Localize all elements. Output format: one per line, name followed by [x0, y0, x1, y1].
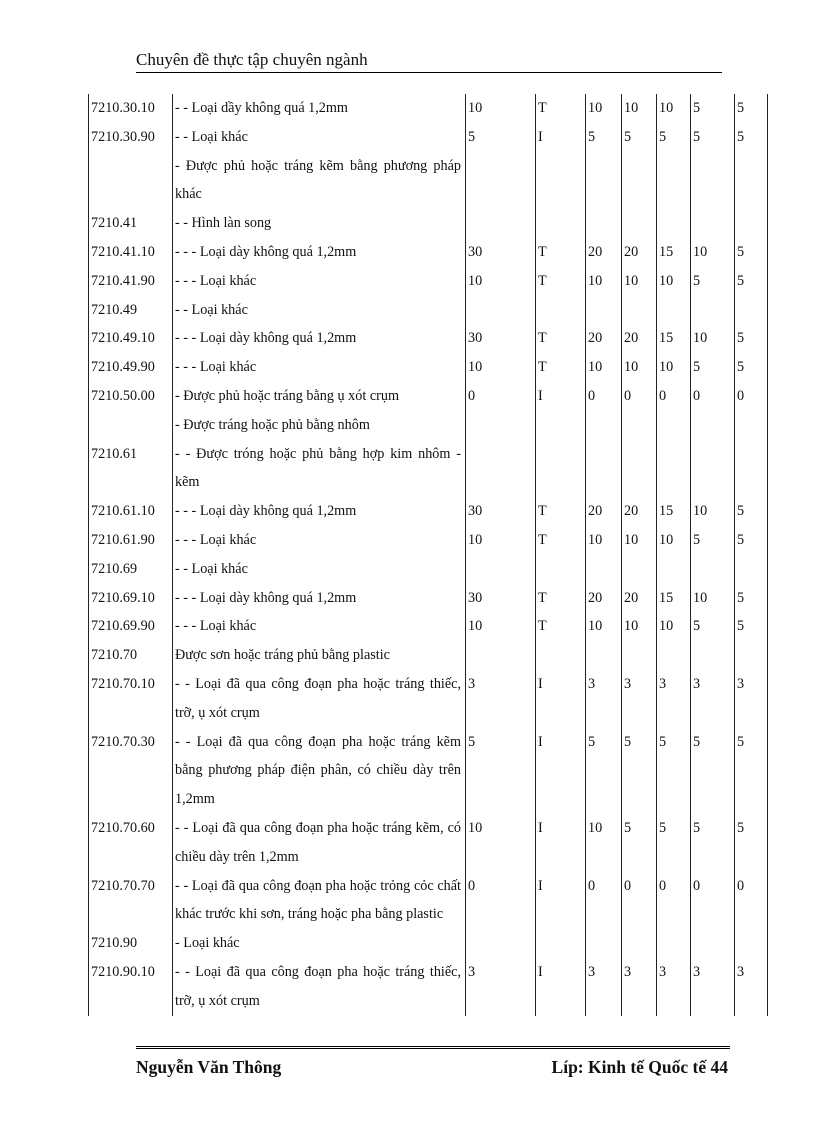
cell-rate-5: 0	[659, 387, 667, 404]
cell-description: - - Loại đã qua công đoạn pha hoặc tráng kẽm bằng phương pháp điện phân, có chiều dày trên 1,2mm	[175, 733, 461, 808]
cell-description: - - Hình làn song	[175, 215, 272, 232]
cell-code: 7210.69	[91, 560, 138, 577]
footer-author: Nguyễn Văn Thông	[136, 1057, 282, 1077]
cell-description: - - - Loại khác	[175, 618, 257, 635]
cell-rate-1	[465, 555, 535, 584]
cell-description: - - Loại đã qua công đoạn pha hoặc tráng thiếc, trỡ, ụ xót crụm	[175, 963, 461, 1009]
cell-rate-6: 5	[693, 733, 701, 750]
cell-rate-5: 10	[659, 618, 674, 635]
cell-rate-2: T	[538, 243, 547, 260]
cell-rate-3: 10	[588, 272, 603, 289]
cell-code	[88, 411, 172, 440]
cell-description: - - - Loại dày không quá 1,2mm	[175, 330, 357, 347]
cell-rate-2	[535, 641, 585, 670]
cell-rate-6: 0	[693, 877, 701, 894]
table-row	[88, 929, 768, 958]
cell-rate-7: 5	[737, 819, 745, 836]
cell-rate-3	[585, 929, 621, 958]
cell-rate-1: 3	[468, 963, 476, 980]
cell-code: 7210.69.90	[91, 618, 155, 635]
table-row	[88, 814, 768, 872]
cell-rate-4: 5	[624, 128, 632, 145]
cell-rate-6: 5	[693, 128, 701, 145]
cell-rate-5	[656, 296, 690, 325]
table-row	[88, 670, 768, 728]
cell-rate-3: 3	[588, 675, 596, 692]
cell-rate-2	[535, 929, 585, 958]
table-row	[88, 440, 768, 498]
cell-code: 7210.61.10	[91, 503, 155, 520]
cell-rate-1	[465, 152, 535, 210]
cell-rate-7	[734, 555, 768, 584]
cell-rate-4: 20	[624, 243, 639, 260]
cell-rate-4: 10	[624, 618, 639, 635]
cell-rate-1: 10	[468, 100, 483, 116]
cell-rate-5	[656, 209, 690, 238]
cell-rate-5: 10	[659, 272, 674, 289]
cell-rate-1: 10	[468, 618, 483, 635]
table-row	[88, 152, 768, 210]
cell-code: 7210.70	[91, 647, 138, 664]
cell-rate-5: 3	[659, 675, 667, 692]
cell-rate-3: 20	[588, 589, 603, 606]
cell-rate-6: 3	[693, 675, 701, 692]
cell-rate-2	[535, 152, 585, 210]
cell-rate-7: 5	[737, 359, 745, 376]
footer-class-label: Líp: Kinh tế Quốc tế 44	[551, 1057, 728, 1077]
cell-rate-7: 5	[737, 531, 745, 548]
cell-rate-7: 5	[737, 128, 745, 145]
cell-code: 7210.49	[91, 301, 138, 318]
cell-rate-5	[656, 641, 690, 670]
cell-rate-5	[656, 555, 690, 584]
cell-rate-1: 30	[468, 503, 483, 520]
cell-rate-5: 0	[659, 877, 667, 894]
cell-code: 7210.30.90	[91, 128, 155, 145]
tariff-table	[88, 94, 768, 1016]
tariff-table-body	[88, 94, 768, 1016]
table-row	[88, 958, 768, 1016]
cell-rate-6	[690, 152, 734, 210]
cell-rate-6	[690, 296, 734, 325]
cell-rate-2: T	[538, 330, 547, 347]
cell-rate-4: 10	[624, 272, 639, 289]
cell-rate-3	[585, 555, 621, 584]
table-row	[88, 94, 768, 123]
table-row	[88, 497, 768, 526]
table-row	[88, 324, 768, 353]
cell-rate-2: T	[538, 503, 547, 520]
tariff-table-wrap	[88, 94, 768, 1016]
cell-rate-2	[535, 209, 585, 238]
cell-rate-5	[656, 929, 690, 958]
cell-rate-3: 0	[588, 387, 596, 404]
cell-rate-4: 3	[624, 675, 632, 692]
cell-description: - - Loại đã qua công đoạn pha hoặc tráng thiếc, trỡ, ụ xót crụm	[175, 675, 461, 721]
cell-rate-5: 10	[659, 359, 674, 376]
cell-rate-7	[734, 209, 768, 238]
cell-rate-7: 5	[737, 272, 745, 289]
cell-rate-3: 10	[588, 819, 603, 836]
cell-code: 7210.30.10	[91, 100, 155, 116]
cell-description: - Loại khác	[175, 935, 240, 952]
cell-rate-1: 3	[468, 675, 476, 692]
cell-rate-3: 5	[588, 733, 596, 750]
cell-rate-2: I	[538, 733, 543, 750]
cell-rate-3: 10	[588, 359, 603, 376]
cell-rate-1: 10	[468, 819, 483, 836]
cell-rate-6	[690, 209, 734, 238]
cell-rate-7	[734, 929, 768, 958]
cell-code: 7210.70.60	[91, 819, 155, 836]
cell-rate-4: 0	[624, 387, 632, 404]
cell-rate-7	[734, 641, 768, 670]
cell-rate-3	[585, 152, 621, 210]
cell-rate-1	[465, 641, 535, 670]
cell-rate-6: 5	[693, 531, 701, 548]
cell-rate-6: 3	[693, 963, 701, 980]
cell-rate-1	[465, 296, 535, 325]
cell-rate-5	[656, 411, 690, 440]
cell-rate-4	[621, 152, 656, 210]
cell-description: - - - Loại dày không quá 1,2mm	[175, 503, 357, 520]
cell-rate-5: 15	[659, 589, 674, 606]
cell-code: 7210.41.10	[91, 243, 155, 260]
cell-rate-1: 5	[468, 733, 476, 750]
cell-rate-2: I	[538, 819, 543, 836]
cell-rate-2: I	[538, 675, 543, 692]
cell-rate-1	[465, 411, 535, 440]
cell-rate-7: 5	[737, 243, 745, 260]
cell-rate-1: 30	[468, 243, 483, 260]
cell-rate-5: 15	[659, 330, 674, 347]
cell-rate-1: 10	[468, 272, 483, 289]
cell-rate-4	[621, 641, 656, 670]
cell-rate-5: 3	[659, 963, 667, 980]
cell-rate-6: 5	[693, 359, 701, 376]
cell-code: 7210.49.10	[91, 330, 155, 347]
cell-code: 7210.41.90	[91, 272, 155, 289]
table-row	[88, 209, 768, 238]
cell-rate-3: 20	[588, 330, 603, 347]
cell-rate-2: T	[538, 589, 547, 606]
cell-rate-4	[621, 440, 656, 498]
cell-rate-7: 5	[737, 503, 745, 520]
cell-rate-3: 10	[588, 531, 603, 548]
cell-rate-5: 10	[659, 100, 674, 116]
cell-rate-3: 20	[588, 243, 603, 260]
cell-rate-4: 0	[624, 877, 632, 894]
cell-rate-6: 10	[693, 330, 708, 347]
cell-rate-2: I	[538, 387, 543, 404]
table-row	[88, 728, 768, 814]
page-footer	[136, 1046, 730, 1085]
table-row	[88, 641, 768, 670]
cell-rate-6: 5	[693, 618, 701, 635]
cell-rate-2: T	[538, 531, 547, 548]
cell-rate-2: I	[538, 128, 543, 145]
cell-rate-5: 10	[659, 531, 674, 548]
cell-rate-1: 5	[468, 128, 476, 145]
cell-rate-3: 0	[588, 877, 596, 894]
cell-rate-3	[585, 411, 621, 440]
cell-rate-2: T	[538, 618, 547, 635]
cell-description: - Được phủ hoặc tráng bằng ụ xót crụm	[175, 387, 400, 404]
cell-rate-3: 5	[588, 128, 596, 145]
cell-description: - Được phủ hoặc tráng kẽm bằng phương pháp khác	[175, 157, 461, 203]
cell-rate-1	[465, 440, 535, 498]
cell-rate-1: 0	[468, 387, 476, 404]
cell-rate-4	[621, 296, 656, 325]
page-header-title: Chuyên đề thực tập chuyên ngành	[136, 50, 368, 69]
table-row	[88, 612, 768, 641]
cell-rate-6: 10	[693, 243, 708, 260]
cell-rate-7	[734, 440, 768, 498]
cell-rate-2: T	[538, 272, 547, 289]
cell-rate-1	[465, 929, 535, 958]
cell-rate-2: T	[538, 359, 547, 376]
cell-rate-4: 20	[624, 503, 639, 520]
cell-rate-3	[585, 296, 621, 325]
cell-description: - - Loại đã qua công đoạn pha hoặc trỏng cỏc chất khác trước khi sơn, tráng hoặc pha bằng plastic	[175, 877, 461, 923]
cell-description: - - Loại dầy không quá 1,2mm	[175, 100, 348, 116]
cell-rate-3	[585, 440, 621, 498]
cell-rate-6	[690, 440, 734, 498]
cell-rate-5: 5	[659, 819, 667, 836]
cell-rate-3: 3	[588, 963, 596, 980]
cell-rate-4: 10	[624, 531, 639, 548]
cell-description: - - Loại đã qua công đoạn pha hoặc tráng kẽm, có chiều dày trên 1,2mm	[175, 819, 461, 865]
cell-rate-6	[690, 555, 734, 584]
cell-rate-6	[690, 641, 734, 670]
cell-code: 7210.49.90	[91, 359, 155, 376]
cell-rate-4	[621, 555, 656, 584]
cell-description: - - Được tróng hoặc phủ bằng hợp kim nhôm - kẽm	[175, 445, 461, 491]
cell-rate-2	[535, 555, 585, 584]
cell-rate-6: 0	[693, 387, 701, 404]
cell-code: 7210.70.30	[91, 733, 155, 750]
cell-code: 7210.61	[91, 445, 138, 462]
cell-rate-7: 0	[737, 387, 745, 404]
cell-rate-3	[585, 209, 621, 238]
table-row	[88, 238, 768, 267]
cell-code: 7210.69.10	[91, 589, 155, 606]
table-row	[88, 267, 768, 296]
cell-rate-7: 5	[737, 618, 745, 635]
cell-description: - Được tráng hoặc phủ bằng nhôm	[175, 416, 370, 433]
cell-description: - - - Loại dày không quá 1,2mm	[175, 243, 357, 260]
cell-rate-5	[656, 152, 690, 210]
cell-rate-5: 15	[659, 503, 674, 520]
cell-rate-2: I	[538, 963, 543, 980]
cell-description: - - - Loại khác	[175, 359, 257, 376]
cell-code: 7210.41	[91, 215, 138, 232]
cell-rate-4: 20	[624, 589, 639, 606]
cell-rate-7: 3	[737, 675, 745, 692]
cell-rate-4: 10	[624, 100, 639, 116]
cell-code: 7210.90	[91, 935, 138, 952]
cell-rate-4: 10	[624, 359, 639, 376]
table-row	[88, 872, 768, 930]
cell-rate-6	[690, 411, 734, 440]
cell-code	[88, 152, 172, 210]
cell-rate-3: 10	[588, 618, 603, 635]
cell-rate-6: 5	[693, 819, 701, 836]
table-row	[88, 555, 768, 584]
cell-rate-2	[535, 440, 585, 498]
cell-code: 7210.90.10	[91, 963, 155, 980]
cell-rate-7	[734, 152, 768, 210]
cell-rate-1: 30	[468, 330, 483, 347]
cell-rate-4: 20	[624, 330, 639, 347]
cell-rate-6: 5	[693, 100, 701, 116]
cell-rate-4: 5	[624, 819, 632, 836]
cell-rate-1: 10	[468, 531, 483, 548]
cell-code: 7210.61.90	[91, 531, 155, 548]
cell-rate-4: 5	[624, 733, 632, 750]
cell-rate-1	[465, 209, 535, 238]
cell-rate-2	[535, 296, 585, 325]
cell-rate-2: I	[538, 877, 543, 894]
cell-description: Được sơn hoặc tráng phủ bằng plastic	[175, 647, 390, 664]
cell-rate-7	[734, 411, 768, 440]
cell-rate-6: 10	[693, 503, 708, 520]
cell-code: 7210.50.00	[91, 387, 155, 404]
cell-rate-5: 5	[659, 128, 667, 145]
page-header	[136, 50, 722, 73]
cell-rate-5	[656, 440, 690, 498]
cell-rate-3	[585, 641, 621, 670]
cell-description: - - - Loại khác	[175, 531, 257, 548]
cell-rate-7: 5	[737, 100, 745, 116]
cell-rate-3: 10	[588, 100, 603, 116]
cell-rate-4: 3	[624, 963, 632, 980]
cell-rate-4	[621, 411, 656, 440]
cell-rate-3: 20	[588, 503, 603, 520]
cell-description: - - Loại khác	[175, 128, 248, 145]
cell-rate-1: 0	[468, 877, 476, 894]
cell-rate-7: 5	[737, 330, 745, 347]
cell-rate-5: 5	[659, 733, 667, 750]
cell-rate-7: 5	[737, 733, 745, 750]
cell-rate-7: 5	[737, 589, 745, 606]
cell-rate-2	[535, 411, 585, 440]
table-row	[88, 584, 768, 613]
cell-description: - - Loại khác	[175, 560, 248, 577]
cell-code: 7210.70.10	[91, 675, 155, 692]
table-row	[88, 353, 768, 382]
cell-rate-4	[621, 209, 656, 238]
cell-description: - - - Loại dày không quá 1,2mm	[175, 589, 357, 606]
cell-rate-7: 3	[737, 963, 745, 980]
cell-description: - - Loại khác	[175, 301, 248, 318]
cell-rate-2: T	[538, 100, 547, 116]
table-row	[88, 382, 768, 411]
cell-rate-6: 5	[693, 272, 701, 289]
cell-rate-6: 10	[693, 589, 708, 606]
table-row	[88, 411, 768, 440]
cell-rate-1: 10	[468, 359, 483, 376]
cell-rate-5: 15	[659, 243, 674, 260]
cell-rate-4	[621, 929, 656, 958]
cell-code: 7210.70.70	[91, 877, 155, 894]
cell-rate-7: 0	[737, 877, 745, 894]
cell-description: - - - Loại khác	[175, 272, 257, 289]
cell-rate-7	[734, 296, 768, 325]
table-row	[88, 526, 768, 555]
cell-rate-1: 30	[468, 589, 483, 606]
table-row	[88, 296, 768, 325]
cell-rate-6	[690, 929, 734, 958]
table-row	[88, 123, 768, 152]
